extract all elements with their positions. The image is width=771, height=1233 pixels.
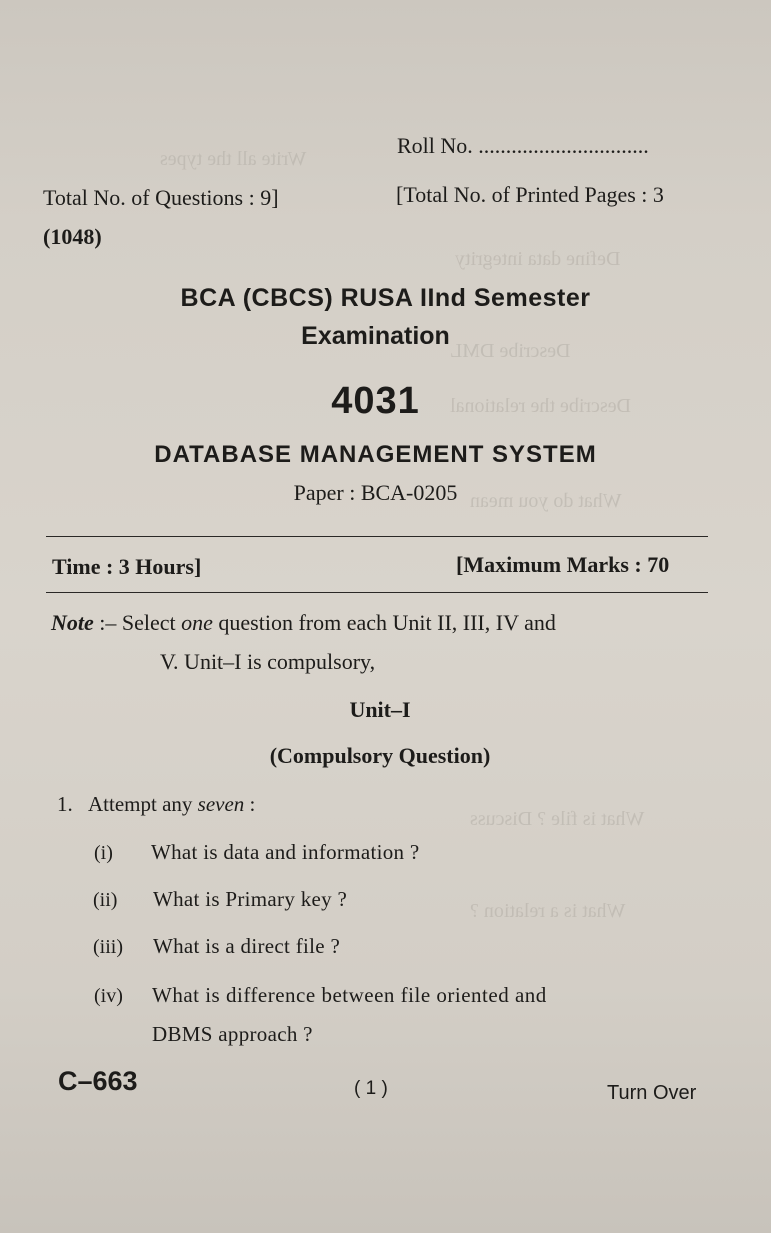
paper-code: (1048) <box>43 224 102 249</box>
show-through-text: Define data integrity <box>455 248 621 270</box>
subject-title: DATABASE MANAGEMENT SYSTEM <box>154 441 597 468</box>
turn-over-label: Turn Over <box>607 1082 697 1104</box>
paper-number: Paper : BCA-0205 <box>293 480 458 505</box>
show-through-text: What is a relation ? <box>470 900 626 922</box>
page-number: ( 1 ) <box>354 1078 388 1099</box>
show-through-text: Write all the types <box>160 148 307 170</box>
bottom-divider <box>46 592 708 593</box>
show-through-text: Describe the relational <box>450 395 632 417</box>
exam-title-line2: Examination <box>301 322 450 350</box>
note-label: Note <box>51 610 94 635</box>
unit-title: Unit–I <box>349 697 411 722</box>
exam-time: Time : 3 Hours] <box>52 554 202 579</box>
question-1: 1. Attempt any seven : <box>57 792 256 816</box>
show-through-text: What do you mean <box>470 490 622 512</box>
total-pages: [Total No. of Printed Pages : 3 <box>396 182 664 207</box>
part-label: (i) <box>94 842 113 864</box>
total-questions: Total No. of Questions : 9] <box>43 185 279 210</box>
note-line1: Note :– Select one question from each Unit II, III, IV and <box>51 610 556 635</box>
top-divider <box>46 536 708 537</box>
unit-subtitle: (Compulsory Question) <box>269 743 491 768</box>
max-marks: [Maximum Marks : 70 <box>456 552 670 577</box>
roll-no-field <box>397 133 649 159</box>
roll-no-label: Roll No. <box>397 133 473 158</box>
part-text: What is data and information ? <box>151 840 420 864</box>
part-label: (iii) <box>93 936 123 958</box>
note-line2: V. Unit–I is compulsory, <box>160 649 376 674</box>
part-label: (ii) <box>93 889 118 911</box>
show-through-text: Describe DML <box>450 340 571 362</box>
footer-code: C–663 <box>58 1066 138 1096</box>
exam-number: 4031 <box>331 380 420 422</box>
part-label: (iv) <box>94 985 123 1007</box>
roll-no-dots: ............................... <box>478 133 649 158</box>
part-text: What is a direct file ? <box>153 934 341 958</box>
part-text-continued: DBMS approach ? <box>152 1022 313 1046</box>
part-text: What is Primary key ? <box>153 887 348 911</box>
show-through-text: What is file ? Discuss <box>470 808 645 830</box>
question-number: 1. <box>57 792 73 816</box>
exam-title-line1: BCA (CBCS) RUSA IInd Semester <box>180 284 591 312</box>
part-text: What is difference between file oriented and <box>152 983 547 1007</box>
